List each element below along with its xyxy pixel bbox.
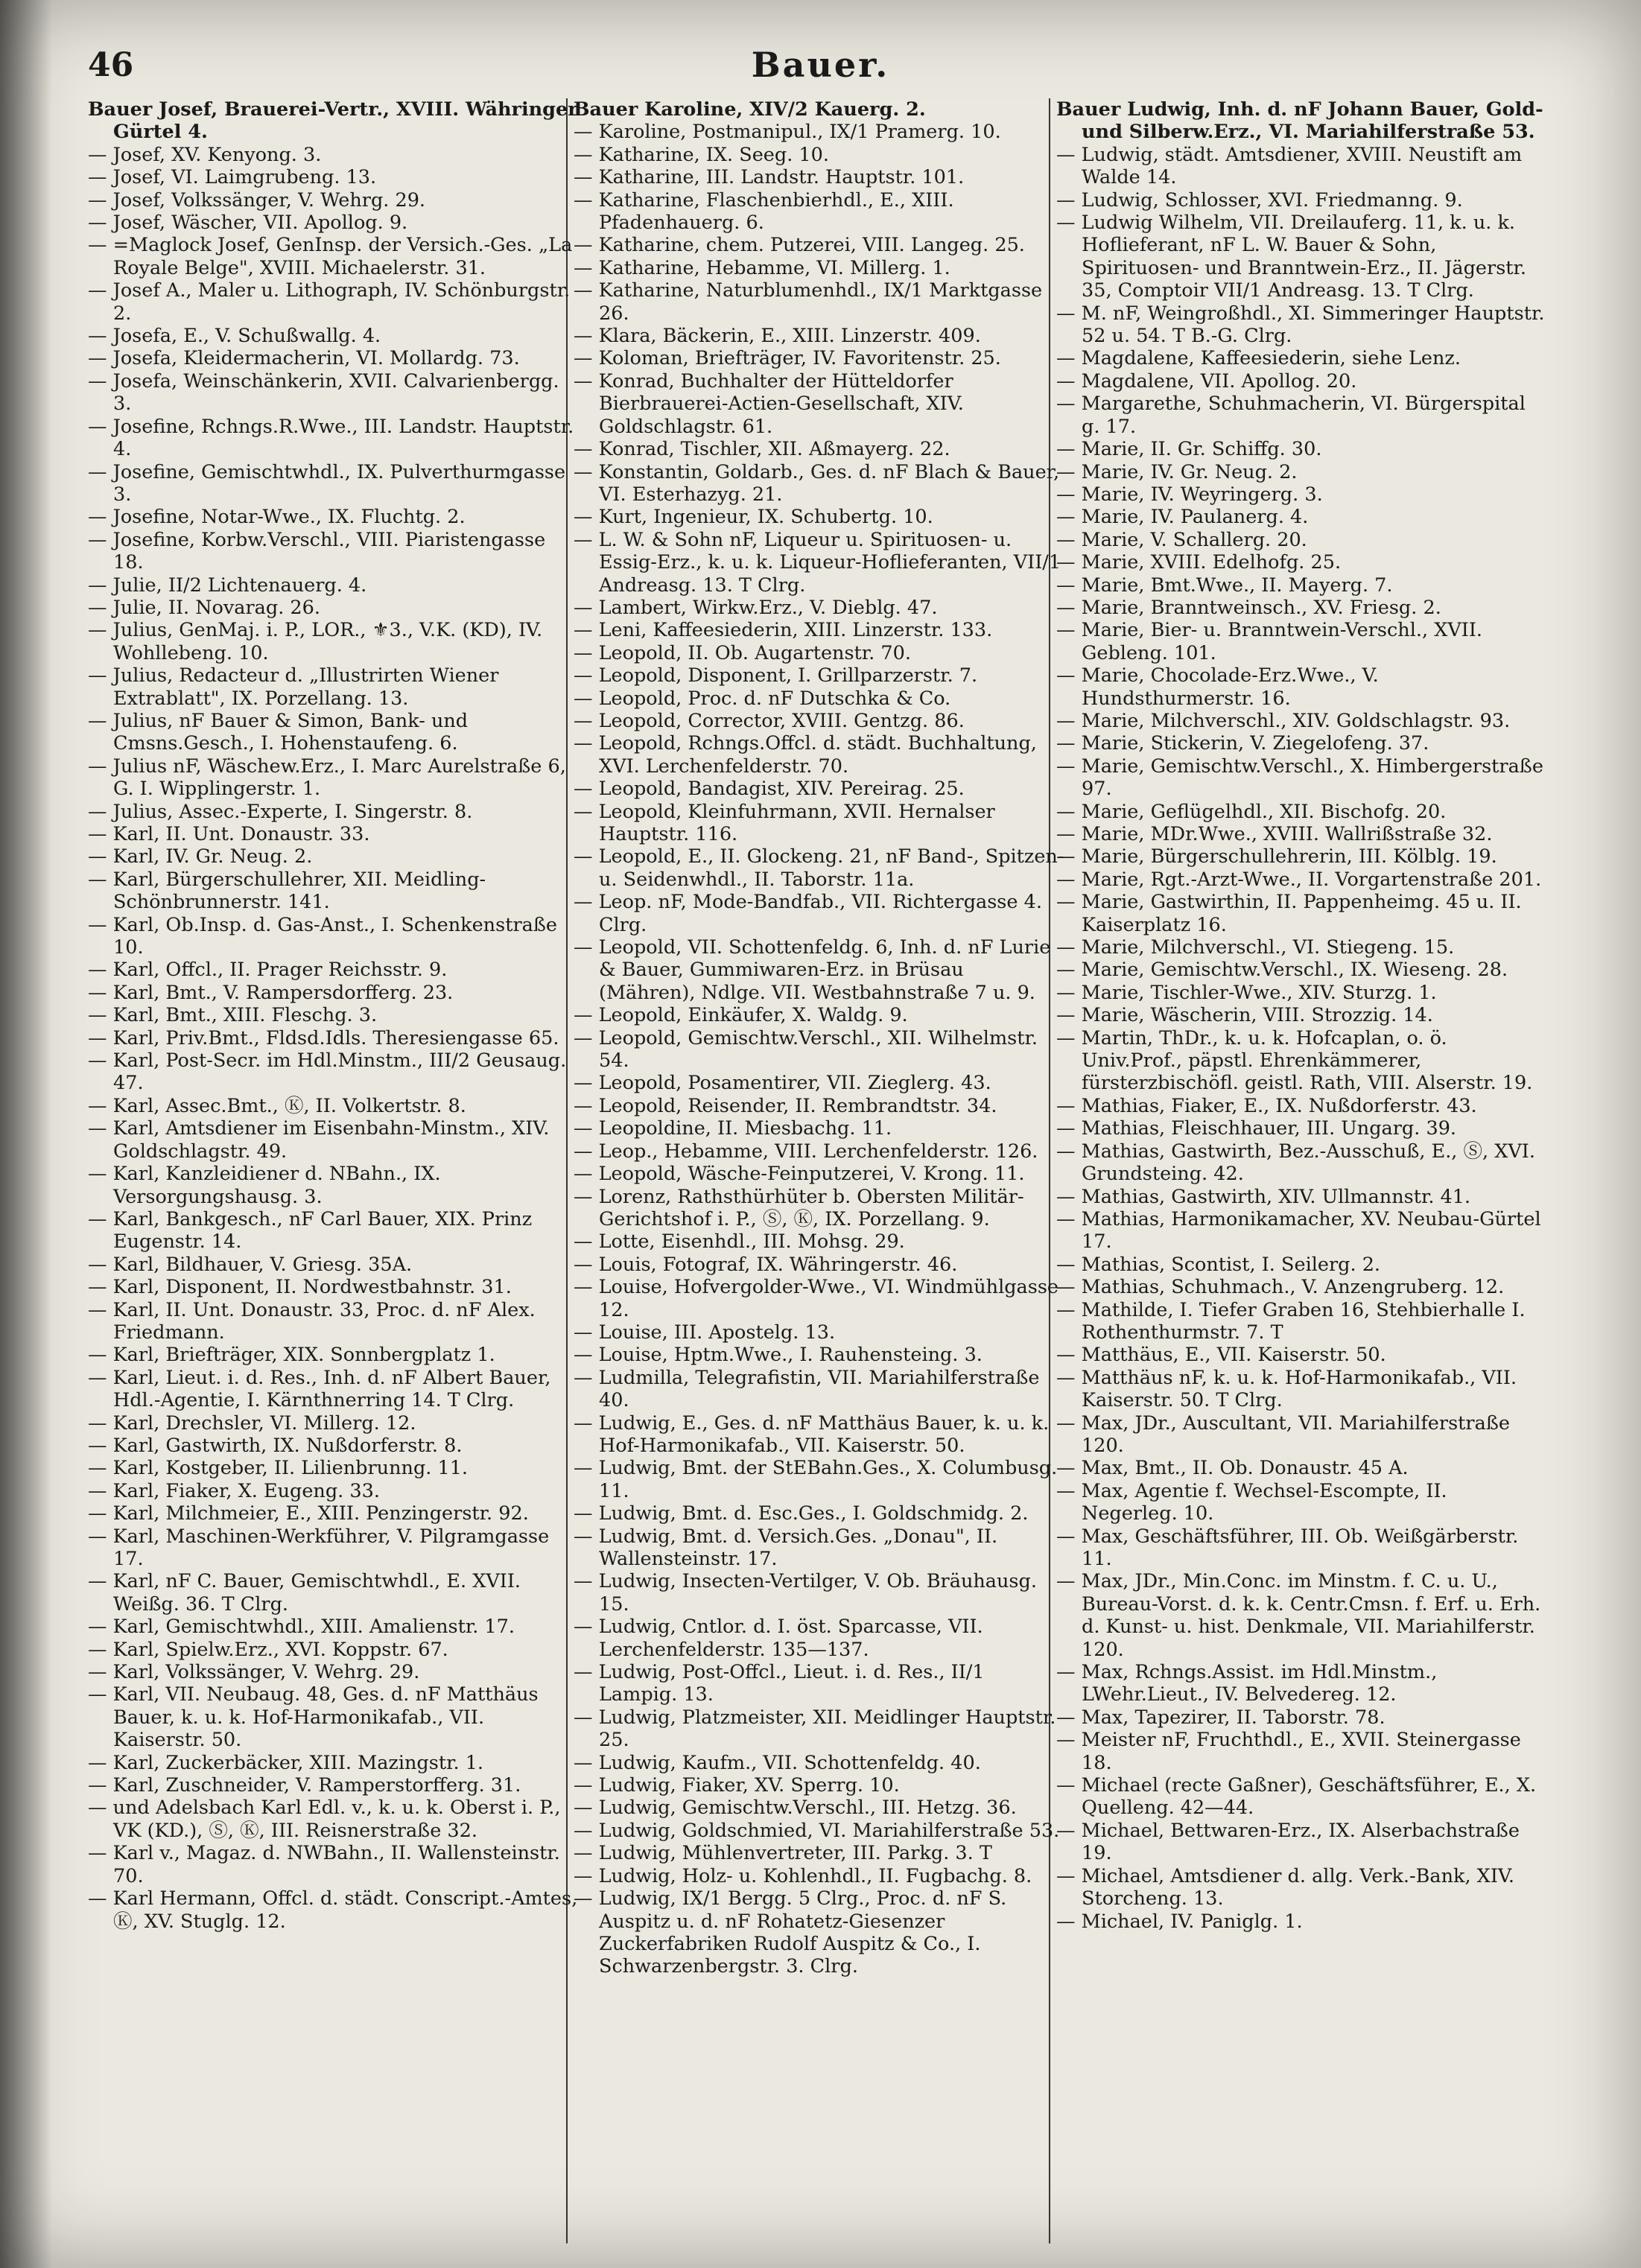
directory-entry: — Karl, Kanzleidiener d. NBahn., IX. Versorgungshausg. 3.	[88, 1163, 441, 1208]
page-number: 46	[88, 46, 134, 84]
directory-entry: — Marie, V. Schallerg. 20.	[1056, 528, 1307, 551]
column-2	[574, 98, 1065, 1978]
directory-entry: — Mathias, Gastwirth, Bez.-Ausschuß, E., Ⓢ, XVI. Grundsteing. 42.	[1056, 1140, 1535, 1186]
directory-entry: — Karl, II. Unt. Donaustr. 33.	[88, 823, 370, 845]
directory-entry: — Marie, Gastwirthin, II. Pappenheimg. 45 u. II. Kaiserplatz 16.	[1056, 891, 1522, 936]
directory-entry: — Karl, Bildhauer, V. Griesg. 35A.	[88, 1253, 413, 1276]
directory-entry: — Marie, Rgt.-Arzt-Wwe., II. Vorgartenstraße 201.	[1056, 868, 1542, 891]
directory-entry: — Karl, Zuckerbäcker, XIII. Mazingstr. 1.	[88, 1751, 484, 1774]
directory-entry: — Katharine, IX. Seeg. 10.	[574, 143, 829, 166]
directory-entry: — Josef A., Maler u. Lithograph, IV. Schönburgstr. 2.	[88, 279, 571, 325]
directory-entry: — Josefine, Korbw.Verschl., VIII. Piaristengasse 18.	[88, 528, 546, 574]
directory-entry: — Karl, Bmt., XIII. Fleschg. 3.	[88, 1004, 378, 1027]
directory-entry: — Marie, Wäscherin, VIII. Strozzig. 14.	[1056, 1004, 1433, 1027]
directory-entry: — Marie, Gemischtw.Verschl., IX. Wieseng. 28.	[1056, 959, 1508, 982]
directory-entry: — Ludwig, Goldschmied, VI. Mariahilferstraße 53.	[574, 1819, 1060, 1842]
directory-entry: — Josef, XV. Kenyong. 3.	[88, 143, 322, 166]
directory-entry: — Karl, II. Unt. Donaustr. 33, Proc. d. nF Alex. Friedmann.	[88, 1298, 536, 1344]
directory-entry: — Konstantin, Goldarb., Ges. d. nF Blach & Bauer, VI. Esterhazyg. 21.	[574, 460, 1060, 506]
directory-entry: — Karl, Bürgerschullehrer, XII. Meidling-Schönbrunnerstr. 141.	[88, 868, 486, 914]
directory-entry: — Karl Hermann, Offcl. d. städt. Conscript.-Amtes, Ⓚ, XV. Stuglg. 12.	[88, 1887, 578, 1933]
directory-entry: — Leopold, Kleinfuhrmann, XVII. Hernalser Hauptstr. 116.	[574, 800, 995, 845]
directory-entry: — Josefine, Notar-Wwe., IX. Fluchtg. 2.	[88, 506, 466, 529]
directory-entry: — Ludwig, Kaufm., VII. Schottenfeldg. 40.	[574, 1751, 981, 1774]
directory-entry: — Leopold, Gemischtw.Verschl., XII. Wilhelmstr. 54.	[574, 1026, 1038, 1073]
directory-entry: — Julius, nF Bauer & Simon, Bank- und Cmsns.Gesch., I. Hohenstaufeng. 6.	[88, 709, 469, 755]
directory-entry: — Max, JDr., Min.Conc. im Minstm. f. C. u. U., Bureau-Vorst. d. k. k. Centr.Cmsn. f. Erf. u. Erh. d. Kunst- u. hist. Denkmale, VII. Mariahilferstr. 120.	[1056, 1570, 1541, 1661]
binding-shadow	[0, 0, 52, 2268]
directory-entry: — Ludwig, Post-Offcl., Lieut. i. d. Res., II/1 Lampig. 13.	[574, 1661, 985, 1706]
directory-entry: — Magdalene, VII. Apollog. 20.	[1056, 369, 1357, 393]
directory-entry: — Max, Bmt., II. Ob. Donaustr. 45 A.	[1056, 1457, 1409, 1480]
directory-entry: — Konrad, Tischler, XII. Aßmayerg. 22.	[574, 438, 950, 461]
directory-entry: — Ludwig, Schlosser, XVI. Friedmanng. 9.	[1056, 188, 1463, 212]
directory-entry: — Josefa, E., V. Schußwallg. 4.	[88, 325, 381, 348]
directory-entry: — Ludwig, E., Ges. d. nF Matthäus Bauer, k. u. k. Hof-Harmonikafab., VII. Kaiserstr. 50.	[574, 1411, 1050, 1457]
directory-entry: — Ludwig, Platzmeister, XII. Meidlinger Hauptstr. 25.	[574, 1706, 1056, 1752]
directory-entry: — Louis, Fotograf, IX. Währingerstr. 46.	[574, 1253, 958, 1276]
directory-entry: — Michael, Bettwaren-Erz., IX. Alserbachstraße 19.	[1056, 1819, 1520, 1865]
directory-entry: — Josefine, Rchngs.R.Wwe., III. Landstr. Hauptstr. 4.	[88, 415, 574, 461]
directory-entry: — Max, Rchngs.Assist. im Hdl.Minstm., LWehr.Lieut., IV. Belvedereg. 12.	[1056, 1661, 1438, 1706]
directory-entry: — Mathias, Schuhmach., V. Anzengruberg. 12.	[1056, 1276, 1505, 1299]
directory-entry: — Klara, Bäckerin, E., XIII. Linzerstr. 409.	[574, 325, 981, 348]
directory-entry: — Ludwig, Fiaker, XV. Sperrg. 10.	[574, 1774, 900, 1797]
directory-entry: — Karl, Bmt., V. Rampersdorfferg. 23.	[88, 981, 454, 1004]
directory-entry: — Karl, Zuschneider, V. Ramperstorfferg. 31.	[88, 1774, 521, 1797]
directory-entry: — Marie, Milchverschl., VI. Stiegeng. 15.	[1056, 936, 1455, 959]
directory-entry: — Katharine, Hebamme, VI. Millerg. 1.	[574, 256, 950, 279]
directory-entry: — Leop. nF, Mode-Bandfab., VII. Richtergasse 4. Clrg.	[574, 891, 1042, 936]
directory-entry: — Leopold, Disponent, I. Grillparzerstr. 7.	[574, 664, 978, 687]
directory-entry: — Lotte, Eisenhdl., III. Mohsg. 29.	[574, 1230, 905, 1254]
directory-entry: — Louise, Hofvergolder-Wwe., VI. Windmühlgasse 12.	[574, 1276, 1059, 1321]
directory-entry: — Karl, nF C. Bauer, Gemischtwhdl., E. XVII. Weißg. 36. T Clrg.	[88, 1570, 521, 1616]
directory-entry: — L. W. & Sohn nF, Liqueur u. Spirituosen- u. Essig-Erz., k. u. k. Liqueur-Hoflieferanten, VII/1 Andreasg. 13. T Clrg.	[574, 528, 1061, 597]
directory-entry: — Karl, Bankgesch., nF Carl Bauer, XIX. Prinz Eugenstr. 14.	[88, 1207, 533, 1254]
directory-entry: — Karl, Kostgeber, II. Lilienbrunng. 11.	[88, 1457, 469, 1480]
directory-entry: — Leopold, Rchngs.Offcl. d. städt. Buchhaltung, XVI. Lerchenfelderstr. 70.	[574, 732, 1037, 778]
directory-entry: — Marie, II. Gr. Schiffg. 30.	[1056, 438, 1322, 461]
directory-entry: — Meister nF, Fruchthdl., E., XVII. Steinergasse 18.	[1056, 1729, 1521, 1774]
directory-entry: — Julie, II/2 Lichtenauerg. 4.	[88, 574, 367, 597]
directory-entry: — Max, Agentie f. Wechsel-Escompte, II. Negerleg. 10.	[1056, 1479, 1447, 1525]
directory-entry: — Marie, MDr.Wwe., XVIII. Wallrißstraße 32.	[1056, 823, 1493, 845]
directory-entry: — Julius, Redacteur d. „Illustrirten Wiener Extrablatt", IX. Porzellang. 13.	[88, 664, 499, 710]
directory-entry: — Mathilde, I. Tiefer Graben 16, Stehbierhalle I. Rothenthurmstr. 7. T	[1056, 1298, 1526, 1344]
directory-entry: — Marie, XVIII. Edelhofg. 25.	[1056, 551, 1342, 574]
directory-entry: — Julius, GenMaj. i. P., LOR., ⚜3., V.K. (KD), IV. Wohllebeng. 10.	[88, 619, 543, 664]
directory-entry: — Karl, VII. Neubaug. 48, Ges. d. nF Matthäus Bauer, k. u. k. Hof-Harmonikafab., VII. Kaiserstr. 50.	[88, 1683, 539, 1752]
directory-entry: — Katharine, III. Landstr. Hauptstr. 101.	[574, 166, 965, 189]
directory-entry: — Karl, Gastwirth, IX. Nußdorferstr. 8.	[88, 1434, 463, 1457]
directory-entry: — M. nF, Weingroßhdl., XI. Simmeringer Hauptstr. 52 u. 54. T B.-G. Clrg.	[1056, 302, 1545, 348]
directory-entry: — Karl, Drechsler, VI. Millerg. 12.	[88, 1411, 416, 1435]
directory-entry: — Leopold, VII. Schottenfeldg. 6, Inh. d. nF Lurie & Bauer, Gummiwaren-Erz. in Brüsau (Mähren), Ndlge. VII. Westbahnstraße 7 u. 9.	[574, 936, 1051, 1004]
directory-entry: — Marie, Chocolade-Erz.Wwe., V. Hundsthurmerstr. 16.	[1056, 664, 1379, 710]
directory-entry: — Katharine, Naturblumenhdl., IX/1 Marktgasse 26.	[574, 279, 1043, 325]
directory-entry: — Ludwig, Bmt. der StEBahn.Ges., X. Columbusg. 11.	[574, 1457, 1058, 1502]
directory-entry: Bauer Karoline, XIV/2 Kauerg. 2.	[574, 98, 926, 121]
directory-entry: — Karl, Lieut. i. d. Res., Inh. d. nF Albert Bauer, Hdl.-Agentie, I. Kärnthnerring 14. T Clrg.	[88, 1366, 551, 1412]
directory-entry: — und Adelsbach Karl Edl. v., k. u. k. Oberst i. P., VK (KD.), Ⓢ, Ⓚ, III. Reisnerstraße 32.	[88, 1797, 561, 1842]
directory-entry: — Leopold, Wäsche-Feinputzerei, V. Krong. 11.	[574, 1163, 1025, 1186]
directory-entry: — Leopold, Proc. d. nF Dutschka & Co.	[574, 687, 951, 710]
directory-entry: — Margarethe, Schuhmacherin, VI. Bürgerspital g. 17.	[1056, 393, 1526, 438]
directory-entry: — Katharine, Flaschenbierhdl., E., XIII. Pfadenhauerg. 6.	[574, 188, 954, 235]
directory-entry: — Max, JDr., Auscultant, VII. Mariahilferstraße 120.	[1056, 1411, 1510, 1457]
directory-entry: — Josefa, Weinschänkerin, XVII. Calvarienbergg. 3.	[88, 369, 559, 416]
directory-entry: — Max, Geschäftsführer, III. Ob. Weißgärberstr. 11.	[1056, 1525, 1519, 1570]
directory-entry: — Ludwig, Mühlenvertreter, III. Parkg. 3. T	[574, 1842, 992, 1865]
directory-entry: — Mathias, Fleischhauer, III. Ungarg. 39.	[1056, 1117, 1457, 1140]
directory-entry: — Marie, IV. Paulanerg. 4.	[1056, 506, 1309, 529]
directory-entry: — Marie, Branntweinsch., XV. Friesg. 2.	[1056, 596, 1441, 619]
directory-entry: — Marie, Tischler-Wwe., XIV. Sturzg. 1.	[1056, 981, 1437, 1004]
directory-entry: — Josefa, Kleidermacherin, VI. Mollardg. 73.	[88, 347, 520, 370]
directory-entry: — Konrad, Buchhalter der Hütteldorfer Bierbrauerei-Actien-Gesellschaft, XIV. Goldschlagstr. 61.	[574, 369, 964, 438]
directory-entry: — Louise, III. Apostelg. 13.	[574, 1321, 836, 1344]
directory-entry: — Michael, Amtsdiener d. allg. Verk.-Bank, XIV. Storcheng. 13.	[1056, 1864, 1514, 1910]
directory-entry: — Karl, Maschinen-Werkführer, V. Pilgramgasse 17.	[88, 1525, 550, 1570]
directory-entry: — Leop., Hebamme, VIII. Lerchenfelderstr. 126.	[574, 1140, 1038, 1163]
directory-entry: — Leopold, Reisender, II. Rembrandtstr. 34.	[574, 1094, 997, 1117]
directory-entry: — Josefine, Gemischtwhdl., IX. Pulverthurmgasse 3.	[88, 460, 566, 506]
directory-entry: — Karl, Post-Secr. im Hdl.Minstm., III/2 Geusaug. 47.	[88, 1049, 567, 1095]
directory-entry: — Karl, Spielw.Erz., XVI. Koppstr. 67.	[88, 1638, 448, 1661]
directory-entry: — Ludwig, Bmt. d. Versich.Ges. „Donau", II. Wallensteinstr. 17.	[574, 1525, 998, 1570]
directory-entry: — Ludmilla, Telegrafistin, VII. Mariahilferstraße 40.	[574, 1366, 1040, 1412]
directory-entry: — Julius nF, Wäschew.Erz., I. Marc Aurelstraße 6, G. I. Wipplingerstr. 1.	[88, 755, 566, 801]
directory-entry: — Ludwig, IX/1 Bergg. 5 Clrg., Proc. d. nF S. Auspitz u. d. nF Rohatetz-Giesenzer Zuckerfabriken Rudolf Auspitz & Co., I. Schwarzenbergstr. 3. Clrg.	[574, 1887, 1007, 1978]
directory-entry: — Lorenz, Rathsthürhüter b. Obersten Militär-Gerichtshof i. P., Ⓢ, Ⓚ, IX. Porzellang. 9.	[574, 1185, 1024, 1230]
directory-entry: — Marie, IV. Gr. Neug. 2.	[1056, 460, 1298, 483]
directory-entry: — Karl, Amtsdiener im Eisenbahn-Minstm., XIV. Goldschlagstr. 49.	[88, 1117, 550, 1163]
directory-entry: Bauer Josef, Brauerei-Vertr., XVIII. Währinger Gürtel 4.	[88, 98, 578, 144]
directory-entry: — Karl, Milchmeier, E., XIII. Penzingerstr. 92.	[88, 1502, 529, 1525]
directory-entry: — Ludwig, Gemischtw.Verschl., III. Hetzg. 36.	[574, 1797, 1017, 1820]
directory-entry: — Karl, Assec.Bmt., Ⓚ, II. Volkertstr. 8.	[88, 1094, 466, 1117]
directory-entry: Bauer Ludwig, Inh. d. nF Johann Bauer, Gold- und Silberw.Erz., VI. Mariahilferstraße 53.	[1056, 98, 1543, 144]
directory-entry: — Martin, ThDr., k. u. k. Hofcaplan, o. ö. Univ.Prof., päpstl. Ehrenkämmerer, fürsterzbischöfl. geistl. Rath, VIII. Alserstr. 19.	[1056, 1026, 1533, 1095]
directory-entry: — =Maglock Josef, GenInsp. der Versich.-Ges. „La Royale Belge", XVIII. Michaelerstr. 31.	[88, 234, 573, 279]
directory-entry: — Leopoldine, II. Miesbachg. 11.	[574, 1117, 892, 1140]
directory-entry: — Ludwig, Bmt. d. Esc.Ges., I. Goldschmidg. 2.	[574, 1502, 1029, 1525]
directory-entry: — Leopold, Corrector, XVIII. Gentzg. 86.	[574, 709, 965, 732]
directory-entry: — Marie, Bmt.Wwe., II. Mayerg. 7.	[1056, 574, 1393, 597]
directory-entry: — Leopold, Posamentirer, VII. Zieglerg. 43.	[574, 1072, 991, 1095]
directory-entry: — Mathias, Fiaker, E., IX. Nußdorferstr. 43.	[1056, 1094, 1477, 1117]
directory-entry: — Josef, VI. Laimgrubeng. 13.	[88, 166, 377, 189]
directory-entry: — Ludwig, Insecten-Vertilger, V. Ob. Bräuhausg. 15.	[574, 1570, 1037, 1616]
directory-entry: — Karl, Ob.Insp. d. Gas-Anst., I. Schenkenstraße 10.	[88, 913, 557, 959]
directory-entry: — Ludwig, Holz- u. Kohlenhdl., II. Fugbachg. 8.	[574, 1864, 1032, 1887]
directory-entry: — Matthäus, E., VII. Kaiserstr. 50.	[1056, 1344, 1386, 1367]
directory-entry: — Karl, Volkssänger, V. Wehrg. 29.	[88, 1661, 420, 1684]
directory-entry: — Matthäus nF, k. u. k. Hof-Harmonikafab., VII. Kaiserstr. 50. T Clrg.	[1056, 1366, 1517, 1412]
directory-entry: — Katharine, chem. Putzerei, VIII. Langeg. 25.	[574, 234, 1025, 257]
directory-entry: — Mathias, Gastwirth, XIV. Ullmannstr. 41.	[1056, 1185, 1471, 1208]
directory-entry: — Julie, II. Novarag. 26.	[88, 596, 320, 619]
directory-entry: — Karl, Fiaker, X. Eugeng. 33.	[88, 1479, 380, 1502]
directory-entry: — Julius, Assec.-Experte, I. Singerstr. 8.	[88, 800, 473, 823]
directory-entry: — Kurt, Ingenieur, IX. Schubertg. 10.	[574, 506, 933, 529]
directory-entry: — Karl, Offcl., II. Prager Reichsstr. 9.	[88, 959, 448, 982]
directory-entry: — Marie, Stickerin, V. Ziegelofeng. 37.	[1056, 732, 1429, 755]
directory-entry: — Marie, IV. Weyringerg. 3.	[1056, 483, 1323, 506]
directory-entry: — Marie, Geflügelhdl., XII. Bischofg. 20.	[1056, 800, 1447, 823]
directory-entry: — Leopold, Einkäufer, X. Waldg. 9.	[574, 1004, 908, 1027]
directory-entry: — Louise, Hptm.Wwe., I. Rauhensteing. 3.	[574, 1344, 983, 1367]
directory-entry: — Mathias, Scontist, I. Seilerg. 2.	[1056, 1253, 1381, 1276]
directory-entry: — Karl, Priv.Bmt., Fldsd.Idls. Theresiengasse 65.	[88, 1026, 559, 1049]
directory-entry: — Karl, Disponent, II. Nordwestbahnstr. 31.	[88, 1276, 512, 1299]
directory-entry: — Karl v., Magaz. d. NWBahn., II. Wallensteinstr. 70.	[88, 1842, 560, 1887]
directory-entry: — Leni, Kaffeesiederin, XIII. Linzerstr. 133.	[574, 619, 993, 642]
directory-entry: — Michael, IV. Paniglg. 1.	[1056, 1910, 1303, 1933]
directory-entry: — Lambert, Wirkw.Erz., V. Dieblg. 47.	[574, 596, 938, 619]
directory-entry: — Ludwig Wilhelm, VII. Dreilauferg. 11, k. u. k. Hoflieferant, nF L. W. Bauer & Sohn, Spirituosen- und Branntwein-Erz., II. Jägerstr. 35, Comptoir VII/1 Andreasg. 13. T Clrg.	[1056, 212, 1527, 302]
directory-entry: — Karl, IV. Gr. Neug. 2.	[88, 845, 313, 868]
directory-entry: — Magdalene, Kaffeesiederin, siehe Lenz.	[1056, 347, 1461, 370]
directory-entry: — Marie, Milchverschl., XIV. Goldschlagstr. 93.	[1056, 709, 1511, 732]
directory-entry: — Josef, Wäscher, VII. Apollog. 9.	[88, 212, 408, 235]
directory-entry: — Ludwig, städt. Amtsdiener, XVIII. Neustift am Walde 14.	[1056, 143, 1523, 189]
directory-entry: — Josef, Volkssänger, V. Wehrg. 29.	[88, 188, 426, 212]
directory-entry: — Leopold, E., II. Glockeng. 21, nF Band-, Spitzen- u. Seidenwhdl., II. Taborstr. 11a.	[574, 845, 1064, 891]
directory-entry: — Mathias, Harmonikamacher, XV. Neubau-Gürtel 17.	[1056, 1207, 1541, 1254]
column-3	[1056, 98, 1548, 1933]
directory-entry: — Karl, Gemischtwhdl., XIII. Amalienstr. 17.	[88, 1616, 515, 1639]
directory-entry: — Marie, Gemischtw.Verschl., X. Himbergerstraße 97.	[1056, 755, 1543, 801]
page-header: Bauer.	[751, 45, 890, 85]
directory-entry: — Karl, Briefträger, XIX. Sonnbergplatz 1.	[88, 1344, 495, 1367]
directory-entry: — Max, Tapezirer, II. Taborstr. 78.	[1056, 1706, 1386, 1729]
column-1	[88, 98, 580, 1933]
directory-entry: — Leopold, Bandagist, XIV. Pereirag. 25.	[574, 778, 965, 801]
directory-entry: — Marie, Bürgerschullehrerin, III. Kölblg. 19.	[1056, 845, 1497, 868]
directory-entry: — Karoline, Postmanipul., IX/1 Pramerg. 10.	[574, 121, 1001, 144]
directory-entry: — Ludwig, Cntlor. d. I. öst. Sparcasse, VII. Lerchenfelderstr. 135—137.	[574, 1616, 983, 1661]
directory-entry: — Leopold, II. Ob. Augartenstr. 70.	[574, 641, 911, 664]
directory-entry: — Koloman, Briefträger, IV. Favoritenstr. 25.	[574, 347, 1001, 370]
directory-entry: — Marie, Bier- u. Branntwein-Verschl., XVII. Gebleng. 101.	[1056, 619, 1483, 664]
directory-entry: — Michael (recte Gaßner), Geschäftsführer, E., X. Quelleng. 42—44.	[1056, 1774, 1537, 1820]
